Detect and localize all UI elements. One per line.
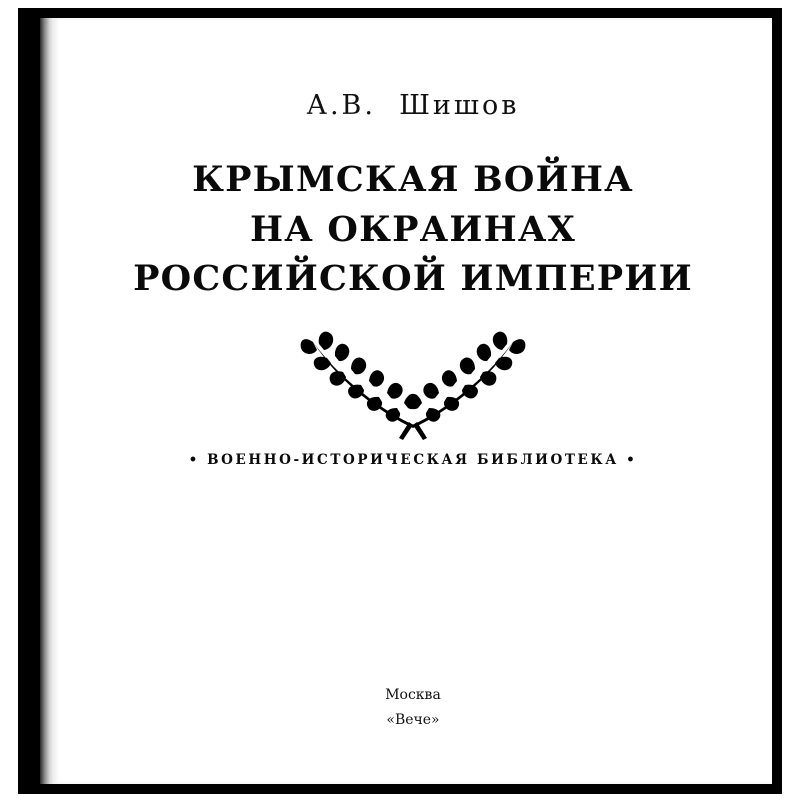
book-spine-shadow: [18, 8, 40, 794]
book-top-edge: [18, 8, 782, 18]
book-title: [133, 155, 693, 304]
imprint-publisher: «Вече»: [386, 711, 440, 728]
book-gutter-gradient: [40, 8, 54, 794]
series-label: • ВОЕННО-ИСТОРИЧЕСКАЯ БИБЛИОТЕКА •: [188, 452, 638, 469]
laurel-wreath-icon: [283, 322, 543, 442]
title-line-3: РОССИЙСКОЙ ИМПЕРИИ: [133, 258, 693, 300]
imprint-city: Москва: [385, 687, 441, 703]
book-right-edge: [772, 8, 782, 794]
title-page: [54, 18, 772, 784]
title-line-1: КРЫМСКАЯ ВОЙНА: [192, 159, 634, 200]
title-line-2: НА ОКРАИНАХ: [250, 208, 576, 250]
book-cover: [18, 8, 782, 794]
imprint-block: [385, 683, 441, 732]
author-name: А.В. Шишов: [306, 90, 520, 121]
book-bottom-edge: [18, 784, 782, 794]
